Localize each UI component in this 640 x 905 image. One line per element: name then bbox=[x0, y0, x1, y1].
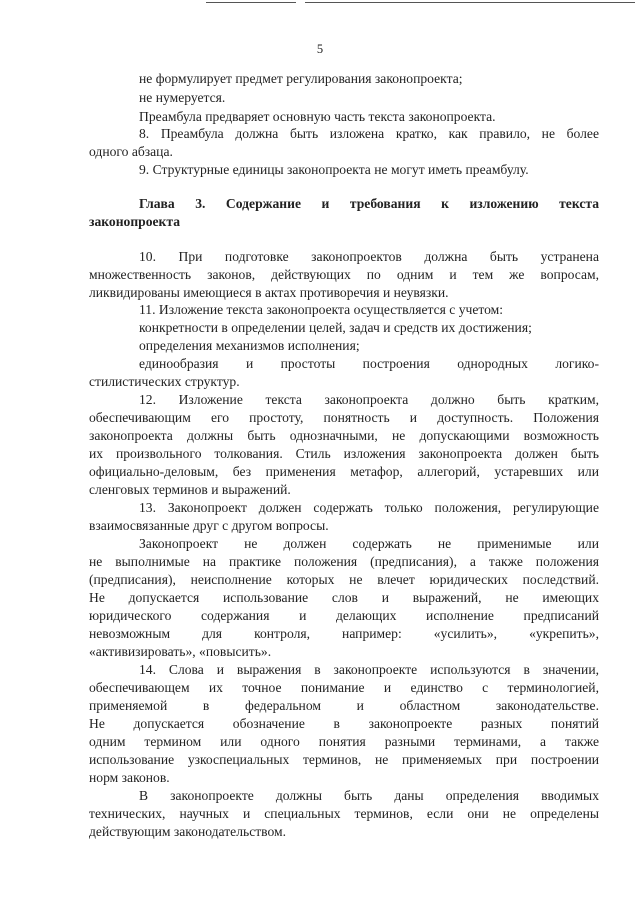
text-line: взаимосвязанные друг с другом вопросы. bbox=[89, 518, 329, 533]
text-line: одного абзаца. bbox=[89, 144, 173, 159]
text-line: Законопроект не должен содержать не применимые или bbox=[139, 536, 599, 551]
text-line: не нумеруется. bbox=[139, 90, 226, 105]
text-line: множественность законов, действующих по одним и тем же вопросам, bbox=[89, 267, 599, 282]
text-line: законопроекта должны быть однозначными, не допускающими возможность bbox=[89, 428, 599, 443]
text-line: ликвидированы имеющиеся в актах противоречия и неувязки. bbox=[89, 285, 449, 300]
text-line: 11. Изложение текста законопроекта осуществляется с учетом: bbox=[139, 302, 504, 317]
text-line: юридического содержания и делающих исполнение предписаний bbox=[89, 608, 599, 623]
text-line: 12. Изложение текста законопроекта должно быть кратким, bbox=[139, 392, 599, 407]
text-line: их произвольного толкования. Стиль изложения законопроекта должен быть bbox=[89, 446, 599, 461]
text-line: обеспечивающем их точное понимание и единство с терминологией, bbox=[89, 680, 599, 695]
text-line: 10. При подготовке законопроектов должна быть устранена bbox=[139, 249, 599, 264]
text-line: 14. Слова и выражения в законопроекте используются в значении, bbox=[139, 662, 599, 677]
text-line: действующим законодательством. bbox=[89, 824, 287, 839]
text-line: Не допускается обозначение в законопроекте разных понятий bbox=[89, 716, 599, 731]
text-line: единообразия и простоты построения однородных логико- bbox=[139, 356, 599, 371]
text-line: конкретности в определении целей, задач и средств их достижения; bbox=[139, 320, 532, 335]
text-line: невозможным для контроля, например: «усилить», «укрепить», bbox=[89, 626, 599, 641]
text-line: 13. Законопроект должен содержать только положения, регулирующие bbox=[139, 500, 599, 515]
text-line: 9. Структурные единицы законопроекта не могут иметь преамбулу. bbox=[139, 162, 529, 177]
text-line: не выполнимые на практике положения (предписания), а также положения bbox=[89, 554, 599, 569]
text-line: одним термином или одного понятия разными терминами, а также bbox=[89, 734, 599, 749]
text-line: применяемой в федеральном и областном законодательстве. bbox=[89, 698, 599, 713]
text-line: 8. Преамбула должна быть изложена кратко, как правило, не более bbox=[139, 126, 599, 141]
text-line: (предписания), неисполнение которых не влечет юридических последствий. bbox=[89, 572, 599, 587]
text-line: Не допускается использование слов и выражений, не имеющих bbox=[89, 590, 599, 605]
page-number: 5 bbox=[316, 42, 324, 56]
text-line: сленговых терминов и выражений. bbox=[89, 482, 291, 497]
text-line: не формулирует предмет регулирования законопроекта; bbox=[139, 71, 463, 86]
text-line: В законопроекте должны быть даны определения вводимых bbox=[139, 788, 599, 803]
chapter-heading: Глава 3. Содержание и требования к изложению текста bbox=[139, 196, 599, 211]
text-line: определения механизмов исполнения; bbox=[139, 338, 360, 353]
top-rule-left bbox=[206, 2, 296, 3]
text-line: Преамбула предваряет основную часть текста законопроекта. bbox=[139, 109, 496, 124]
text-line: стилистических структур. bbox=[89, 374, 240, 389]
text-line: официально-деловым, без применения метафор, аллегорий, устаревших или bbox=[89, 464, 599, 479]
text-line: «активизировать», «повысить». bbox=[89, 644, 272, 659]
text-line: норм законов. bbox=[89, 770, 170, 785]
text-line: обеспечивающим его простоту, понятность и доступность. Положения bbox=[89, 410, 599, 425]
text-line: технических, научных и специальных терминов, если они не определены bbox=[89, 806, 599, 821]
chapter-heading: законопроекта bbox=[89, 214, 181, 229]
top-rule-right bbox=[305, 2, 635, 3]
text-line: использование узкоспециальных терминов, не применяемых при построении bbox=[89, 752, 599, 767]
